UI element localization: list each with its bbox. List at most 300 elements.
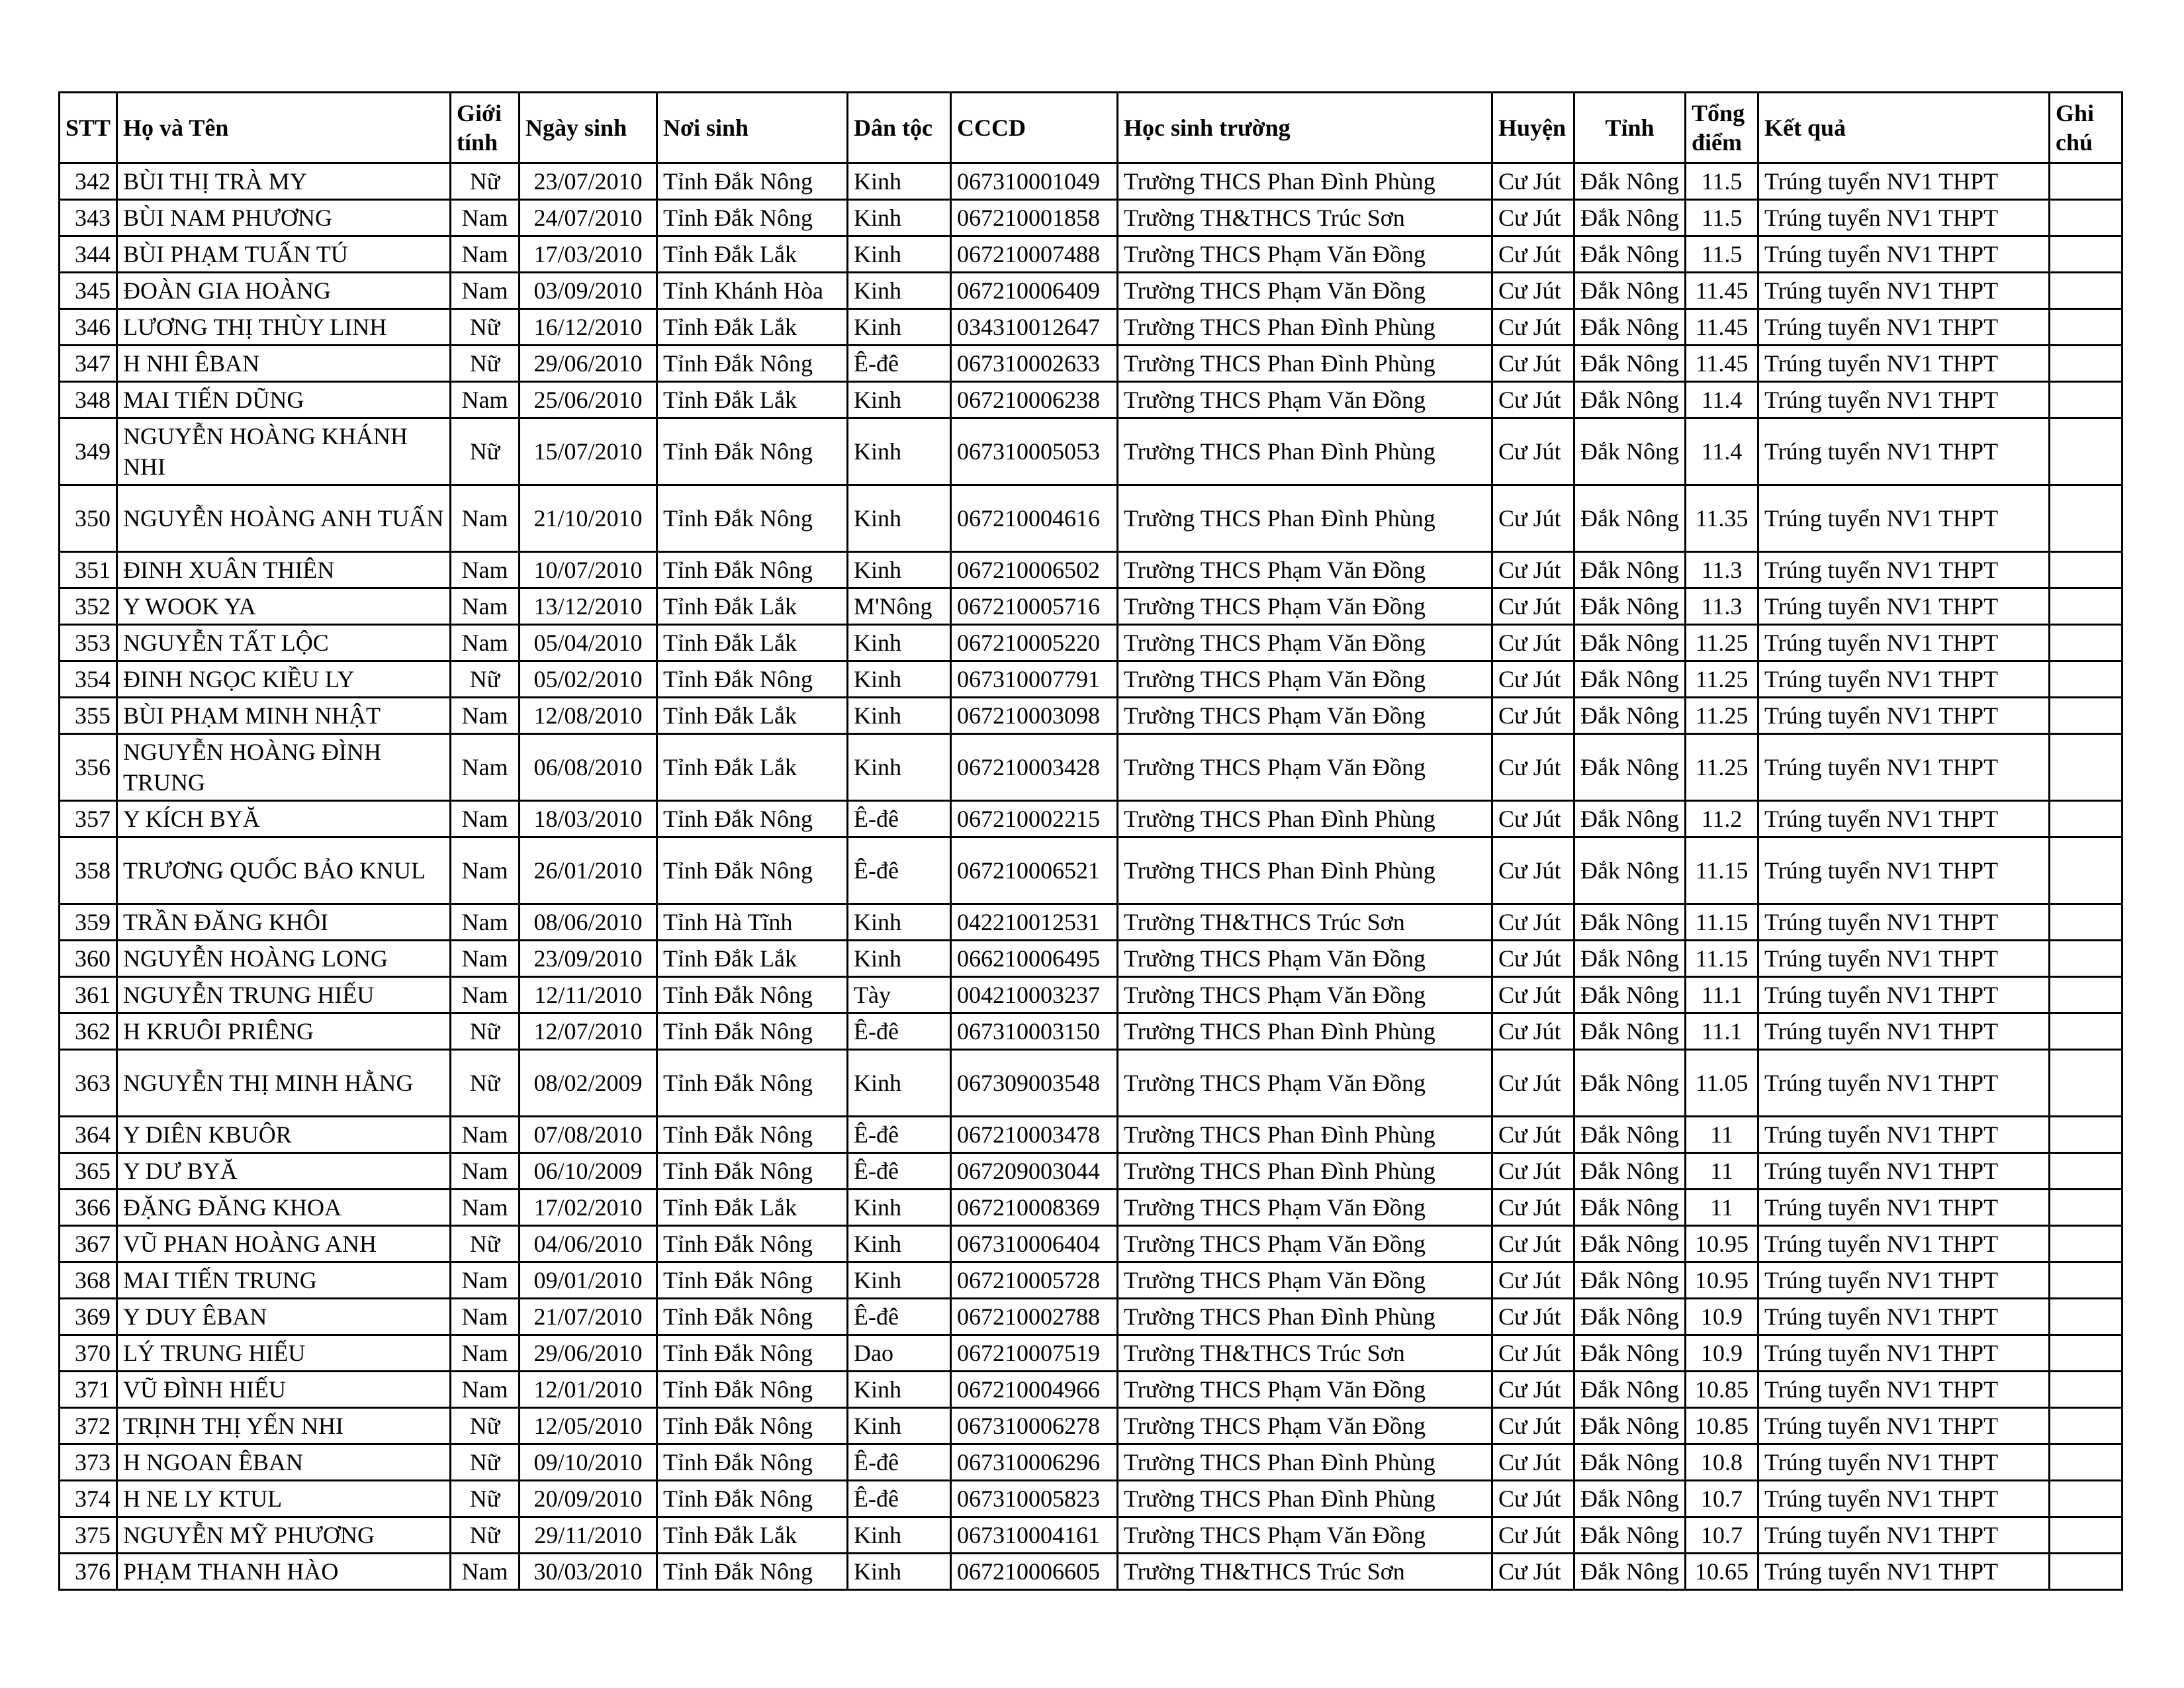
- school-cell: Trường THCS Phạm Văn Đồng: [1118, 661, 1492, 698]
- birthplace-cell: Tỉnh Đắk Lắk: [657, 1517, 848, 1554]
- province-cell: Đắk Nông: [1574, 1190, 1686, 1226]
- dob-cell: 08/02/2009: [520, 1050, 657, 1117]
- id-cell: 067309003548: [951, 1050, 1118, 1117]
- school-cell: Trường THCS Phan Đình Phùng: [1118, 1117, 1492, 1153]
- ethnicity-cell: Kinh: [848, 552, 951, 588]
- dob-cell: 29/11/2010: [520, 1517, 657, 1554]
- score-cell: 10.8: [1686, 1444, 1758, 1481]
- ethnicity-cell: Kinh: [848, 309, 951, 346]
- stt-cell: 351: [60, 552, 117, 588]
- district-cell: Cư Jút: [1492, 625, 1574, 661]
- score-cell: 11.45: [1686, 309, 1758, 346]
- stt-cell: 347: [60, 346, 117, 382]
- id-cell: 067210005728: [951, 1262, 1118, 1299]
- birthplace-cell: Tỉnh Đắk Lắk: [657, 941, 848, 977]
- province-cell: Đắk Nông: [1574, 346, 1686, 382]
- table-row: [60, 625, 2122, 661]
- id-cell: 067310006296: [951, 1444, 1118, 1481]
- id-cell: 067210008369: [951, 1190, 1118, 1226]
- table-row: [60, 837, 2122, 904]
- district-cell: Cư Jút: [1492, 485, 1574, 552]
- name-cell: VŨ PHAN HOÀNG ANH: [117, 1226, 451, 1262]
- school-cell: Trường THCS Phạm Văn Đồng: [1118, 552, 1492, 588]
- dob-cell: 09/10/2010: [520, 1444, 657, 1481]
- name-cell: H KRUÔI PRIÊNG: [117, 1013, 451, 1050]
- note-cell: [2050, 1262, 2122, 1299]
- result-cell: Trúng tuyển NV1 THPT: [1758, 552, 2050, 588]
- table-row: [60, 661, 2122, 698]
- district-cell: Cư Jút: [1492, 1408, 1574, 1444]
- province-cell: Đắk Nông: [1574, 382, 1686, 418]
- name-cell: PHẠM THANH HÀO: [117, 1554, 451, 1590]
- birthplace-cell: Tỉnh Đắk Nông: [657, 485, 848, 552]
- header-gender: Giới tính: [451, 93, 520, 164]
- province-cell: Đắk Nông: [1574, 1408, 1686, 1444]
- ethnicity-cell: Ê-đê: [848, 801, 951, 837]
- header-result: Kết quả: [1758, 93, 2050, 164]
- dob-cell: 24/07/2010: [520, 200, 657, 236]
- dob-cell: 06/10/2009: [520, 1153, 657, 1190]
- id-cell: 042210012531: [951, 904, 1118, 941]
- dob-cell: 10/07/2010: [520, 552, 657, 588]
- gender-cell: Nữ: [451, 1226, 520, 1262]
- ethnicity-cell: Kinh: [848, 273, 951, 309]
- ethnicity-cell: Kinh: [848, 941, 951, 977]
- gender-cell: Nữ: [451, 1013, 520, 1050]
- school-cell: Trường THCS Phạm Văn Đồng: [1118, 698, 1492, 734]
- table-row: [60, 1050, 2122, 1117]
- gender-cell: Nam: [451, 382, 520, 418]
- ethnicity-cell: Kinh: [848, 418, 951, 485]
- dob-cell: 16/12/2010: [520, 309, 657, 346]
- district-cell: Cư Jút: [1492, 309, 1574, 346]
- birthplace-cell: Tỉnh Đắk Nông: [657, 1117, 848, 1153]
- ethnicity-cell: Ê-đê: [848, 1153, 951, 1190]
- district-cell: Cư Jút: [1492, 273, 1574, 309]
- name-cell: MAI TIẾN TRUNG: [117, 1262, 451, 1299]
- name-cell: TRỊNH THỊ YẾN NHI: [117, 1408, 451, 1444]
- school-cell: Trường THCS Phan Đình Phùng: [1118, 1153, 1492, 1190]
- id-cell: 067210006605: [951, 1554, 1118, 1590]
- header-note: Ghi chú: [2050, 93, 2122, 164]
- school-cell: Trường THCS Phạm Văn Đồng: [1118, 588, 1492, 625]
- birthplace-cell: Tỉnh Đắk Lắk: [657, 382, 848, 418]
- dob-cell: 06/08/2010: [520, 734, 657, 801]
- birthplace-cell: Tỉnh Đắk Nông: [657, 977, 848, 1013]
- dob-cell: 26/01/2010: [520, 837, 657, 904]
- district-cell: Cư Jút: [1492, 1554, 1574, 1590]
- note-cell: [2050, 1117, 2122, 1153]
- school-cell: Trường THCS Phạm Văn Đồng: [1118, 382, 1492, 418]
- province-cell: Đắk Nông: [1574, 801, 1686, 837]
- stt-cell: 364: [60, 1117, 117, 1153]
- dob-cell: 07/08/2010: [520, 1117, 657, 1153]
- score-cell: 10.7: [1686, 1517, 1758, 1554]
- score-cell: 10.95: [1686, 1226, 1758, 1262]
- table-row: [60, 1013, 2122, 1050]
- result-cell: Trúng tuyển NV1 THPT: [1758, 588, 2050, 625]
- id-cell: 067210007519: [951, 1335, 1118, 1372]
- results-body: [60, 164, 2122, 1590]
- table-row: [60, 1554, 2122, 1590]
- dob-cell: 25/06/2010: [520, 382, 657, 418]
- score-cell: 10.65: [1686, 1554, 1758, 1590]
- name-cell: ĐINH NGỌC KIỀU LY: [117, 661, 451, 698]
- district-cell: Cư Jút: [1492, 1050, 1574, 1117]
- dob-cell: 18/03/2010: [520, 801, 657, 837]
- name-cell: H NHI ÊBAN: [117, 346, 451, 382]
- birthplace-cell: Tỉnh Đắk Lắk: [657, 309, 848, 346]
- gender-cell: Nam: [451, 1153, 520, 1190]
- district-cell: Cư Jút: [1492, 418, 1574, 485]
- birthplace-cell: Tỉnh Đắk Nông: [657, 1372, 848, 1408]
- province-cell: Đắk Nông: [1574, 200, 1686, 236]
- ethnicity-cell: Kinh: [848, 661, 951, 698]
- province-cell: Đắk Nông: [1574, 698, 1686, 734]
- score-cell: 11.25: [1686, 734, 1758, 801]
- gender-cell: Nam: [451, 588, 520, 625]
- gender-cell: Nam: [451, 552, 520, 588]
- birthplace-cell: Tỉnh Đắk Nông: [657, 837, 848, 904]
- id-cell: 067310005823: [951, 1481, 1118, 1517]
- score-cell: 11: [1686, 1190, 1758, 1226]
- score-cell: 11: [1686, 1117, 1758, 1153]
- dob-cell: 12/08/2010: [520, 698, 657, 734]
- score-cell: 11.5: [1686, 164, 1758, 200]
- result-cell: Trúng tuyển NV1 THPT: [1758, 273, 2050, 309]
- district-cell: Cư Jút: [1492, 588, 1574, 625]
- note-cell: [2050, 164, 2122, 200]
- gender-cell: Nữ: [451, 1517, 520, 1554]
- table-row: [60, 1517, 2122, 1554]
- school-cell: Trường THCS Phạm Văn Đồng: [1118, 625, 1492, 661]
- birthplace-cell: Tỉnh Đắk Nông: [657, 1444, 848, 1481]
- result-cell: Trúng tuyển NV1 THPT: [1758, 904, 2050, 941]
- name-cell: NGUYỄN HOÀNG ANH TUẤN: [117, 485, 451, 552]
- id-cell: 067210005716: [951, 588, 1118, 625]
- province-cell: Đắk Nông: [1574, 941, 1686, 977]
- ethnicity-cell: Ê-đê: [848, 1481, 951, 1517]
- table-row: [60, 1262, 2122, 1299]
- district-cell: Cư Jút: [1492, 1517, 1574, 1554]
- school-cell: Trường THCS Phạm Văn Đồng: [1118, 734, 1492, 801]
- district-cell: Cư Jút: [1492, 1153, 1574, 1190]
- id-cell: 067210003098: [951, 698, 1118, 734]
- dob-cell: 12/01/2010: [520, 1372, 657, 1408]
- header-row: [60, 93, 2122, 164]
- name-cell: TRƯƠNG QUỐC BẢO KNUL: [117, 837, 451, 904]
- dob-cell: 17/03/2010: [520, 236, 657, 273]
- dob-cell: 15/07/2010: [520, 418, 657, 485]
- result-cell: Trúng tuyển NV1 THPT: [1758, 837, 2050, 904]
- result-cell: Trúng tuyển NV1 THPT: [1758, 1408, 2050, 1444]
- district-cell: Cư Jút: [1492, 552, 1574, 588]
- birthplace-cell: Tỉnh Đắk Nông: [657, 801, 848, 837]
- district-cell: Cư Jút: [1492, 1444, 1574, 1481]
- ethnicity-cell: Tày: [848, 977, 951, 1013]
- table-row: [60, 1117, 2122, 1153]
- note-cell: [2050, 309, 2122, 346]
- note-cell: [2050, 1444, 2122, 1481]
- name-cell: NGUYỄN HOÀNG ĐÌNH TRUNG: [117, 734, 451, 801]
- score-cell: 10.9: [1686, 1335, 1758, 1372]
- dob-cell: 12/07/2010: [520, 1013, 657, 1050]
- school-cell: Trường THCS Phan Đình Phùng: [1118, 837, 1492, 904]
- score-cell: 11.1: [1686, 1013, 1758, 1050]
- score-cell: 11.2: [1686, 801, 1758, 837]
- gender-cell: Nam: [451, 1190, 520, 1226]
- name-cell: VŨ ĐÌNH HIẾU: [117, 1372, 451, 1408]
- stt-cell: 357: [60, 801, 117, 837]
- province-cell: Đắk Nông: [1574, 588, 1686, 625]
- name-cell: NGUYỄN TẤT LỘC: [117, 625, 451, 661]
- table-row: [60, 382, 2122, 418]
- id-cell: 067310003150: [951, 1013, 1118, 1050]
- id-cell: 067210006502: [951, 552, 1118, 588]
- ethnicity-cell: Kinh: [848, 1190, 951, 1226]
- birthplace-cell: Tỉnh Đắk Nông: [657, 346, 848, 382]
- id-cell: 067310006404: [951, 1226, 1118, 1262]
- birthplace-cell: Tỉnh Đắk Lắk: [657, 625, 848, 661]
- id-cell: 067310007791: [951, 661, 1118, 698]
- id-cell: 034310012647: [951, 309, 1118, 346]
- dob-cell: 23/09/2010: [520, 941, 657, 977]
- name-cell: BÙI NAM PHƯƠNG: [117, 200, 451, 236]
- id-cell: 067210003478: [951, 1117, 1118, 1153]
- result-cell: Trúng tuyển NV1 THPT: [1758, 418, 2050, 485]
- province-cell: Đắk Nông: [1574, 309, 1686, 346]
- stt-cell: 362: [60, 1013, 117, 1050]
- score-cell: 11.15: [1686, 837, 1758, 904]
- district-cell: Cư Jút: [1492, 200, 1574, 236]
- score-cell: 11.25: [1686, 661, 1758, 698]
- note-cell: [2050, 1335, 2122, 1372]
- school-cell: Trường THCS Phan Đình Phùng: [1118, 1013, 1492, 1050]
- dob-cell: 12/11/2010: [520, 977, 657, 1013]
- gender-cell: Nam: [451, 1299, 520, 1335]
- id-cell: 067310004161: [951, 1517, 1118, 1554]
- stt-cell: 375: [60, 1517, 117, 1554]
- note-cell: [2050, 485, 2122, 552]
- district-cell: Cư Jút: [1492, 801, 1574, 837]
- birthplace-cell: Tỉnh Đắk Lắk: [657, 588, 848, 625]
- note-cell: [2050, 734, 2122, 801]
- school-cell: Trường THCS Phạm Văn Đồng: [1118, 1226, 1492, 1262]
- gender-cell: Nữ: [451, 661, 520, 698]
- ethnicity-cell: Kinh: [848, 382, 951, 418]
- score-cell: 11: [1686, 1153, 1758, 1190]
- id-cell: 067310006278: [951, 1408, 1118, 1444]
- result-cell: Trúng tuyển NV1 THPT: [1758, 698, 2050, 734]
- ethnicity-cell: Ê-đê: [848, 1117, 951, 1153]
- stt-cell: 363: [60, 1050, 117, 1117]
- name-cell: Y WOOK YA: [117, 588, 451, 625]
- stt-cell: 371: [60, 1372, 117, 1408]
- name-cell: NGUYỄN THỊ MINH HẰNG: [117, 1050, 451, 1117]
- province-cell: Đắk Nông: [1574, 1517, 1686, 1554]
- table-row: [60, 309, 2122, 346]
- header-dob: Ngày sinh: [520, 93, 657, 164]
- school-cell: Trường THCS Phan Đình Phùng: [1118, 1299, 1492, 1335]
- stt-cell: 376: [60, 1554, 117, 1590]
- id-cell: 067210002788: [951, 1299, 1118, 1335]
- result-cell: Trúng tuyển NV1 THPT: [1758, 382, 2050, 418]
- school-cell: Trường THCS Phan Đình Phùng: [1118, 164, 1492, 200]
- birthplace-cell: Tỉnh Đắk Nông: [657, 1153, 848, 1190]
- note-cell: [2050, 382, 2122, 418]
- dob-cell: 13/12/2010: [520, 588, 657, 625]
- school-cell: Trường TH&THCS Trúc Sơn: [1118, 1554, 1492, 1590]
- table-row: [60, 485, 2122, 552]
- score-cell: 11.3: [1686, 552, 1758, 588]
- district-cell: Cư Jút: [1492, 1262, 1574, 1299]
- score-cell: 11.25: [1686, 625, 1758, 661]
- result-cell: Trúng tuyển NV1 THPT: [1758, 1190, 2050, 1226]
- birthplace-cell: Tỉnh Đắk Nông: [657, 1408, 848, 1444]
- province-cell: Đắk Nông: [1574, 625, 1686, 661]
- id-cell: 067310005053: [951, 418, 1118, 485]
- name-cell: ĐINH XUÂN THIÊN: [117, 552, 451, 588]
- stt-cell: 368: [60, 1262, 117, 1299]
- name-cell: H NGOAN ÊBAN: [117, 1444, 451, 1481]
- note-cell: [2050, 1050, 2122, 1117]
- note-cell: [2050, 1153, 2122, 1190]
- school-cell: Trường THCS Phan Đình Phùng: [1118, 1481, 1492, 1517]
- province-cell: Đắk Nông: [1574, 485, 1686, 552]
- header-stt: STT: [60, 93, 117, 164]
- gender-cell: Nam: [451, 904, 520, 941]
- score-cell: 11.25: [1686, 698, 1758, 734]
- district-cell: Cư Jút: [1492, 1190, 1574, 1226]
- gender-cell: Nữ: [451, 346, 520, 382]
- ethnicity-cell: Ê-đê: [848, 1444, 951, 1481]
- school-cell: Trường THCS Phạm Văn Đồng: [1118, 1517, 1492, 1554]
- school-cell: Trường THCS Phạm Văn Đồng: [1118, 1190, 1492, 1226]
- province-cell: Đắk Nông: [1574, 904, 1686, 941]
- score-cell: 11.1: [1686, 977, 1758, 1013]
- ethnicity-cell: Kinh: [848, 485, 951, 552]
- result-cell: Trúng tuyển NV1 THPT: [1758, 1226, 2050, 1262]
- name-cell: NGUYỄN HOÀNG KHÁNH NHI: [117, 418, 451, 485]
- score-cell: 11.15: [1686, 941, 1758, 977]
- header-school: Học sinh trường: [1118, 93, 1492, 164]
- note-cell: [2050, 346, 2122, 382]
- score-cell: 11.15: [1686, 904, 1758, 941]
- province-cell: Đắk Nông: [1574, 164, 1686, 200]
- note-cell: [2050, 1013, 2122, 1050]
- district-cell: Cư Jút: [1492, 698, 1574, 734]
- province-cell: Đắk Nông: [1574, 661, 1686, 698]
- table-row: [60, 1153, 2122, 1190]
- note-cell: [2050, 661, 2122, 698]
- id-cell: 067310002633: [951, 346, 1118, 382]
- ethnicity-cell: Kinh: [848, 904, 951, 941]
- district-cell: Cư Jút: [1492, 236, 1574, 273]
- ethnicity-cell: Kinh: [848, 1517, 951, 1554]
- ethnicity-cell: Kinh: [848, 1262, 951, 1299]
- table-row: [60, 1444, 2122, 1481]
- note-cell: [2050, 904, 2122, 941]
- table-row: [60, 200, 2122, 236]
- gender-cell: Nam: [451, 734, 520, 801]
- result-cell: Trúng tuyển NV1 THPT: [1758, 1444, 2050, 1481]
- result-cell: Trúng tuyển NV1 THPT: [1758, 485, 2050, 552]
- name-cell: NGUYỄN MỸ PHƯƠNG: [117, 1517, 451, 1554]
- stt-cell: 373: [60, 1444, 117, 1481]
- name-cell: H NE LY KTUL: [117, 1481, 451, 1517]
- table-row: [60, 1335, 2122, 1372]
- dob-cell: 03/09/2010: [520, 273, 657, 309]
- score-cell: 11.5: [1686, 236, 1758, 273]
- table-row: [60, 1299, 2122, 1335]
- school-cell: Trường THCS Phan Đình Phùng: [1118, 418, 1492, 485]
- province-cell: Đắk Nông: [1574, 837, 1686, 904]
- stt-cell: 352: [60, 588, 117, 625]
- dob-cell: 09/01/2010: [520, 1262, 657, 1299]
- name-cell: Y KÍCH BYĂ: [117, 801, 451, 837]
- table-row: [60, 164, 2122, 200]
- result-cell: Trúng tuyển NV1 THPT: [1758, 1262, 2050, 1299]
- note-cell: [2050, 1554, 2122, 1590]
- ethnicity-cell: Kinh: [848, 236, 951, 273]
- province-cell: Đắk Nông: [1574, 1013, 1686, 1050]
- school-cell: Trường TH&THCS Trúc Sơn: [1118, 200, 1492, 236]
- stt-cell: 343: [60, 200, 117, 236]
- table-row: [60, 734, 2122, 801]
- note-cell: [2050, 1481, 2122, 1517]
- name-cell: Y DUY ÊBAN: [117, 1299, 451, 1335]
- id-cell: 067210006521: [951, 837, 1118, 904]
- note-cell: [2050, 837, 2122, 904]
- result-cell: Trúng tuyển NV1 THPT: [1758, 734, 2050, 801]
- dob-cell: 12/05/2010: [520, 1408, 657, 1444]
- score-cell: 11.4: [1686, 418, 1758, 485]
- table-row: [60, 904, 2122, 941]
- dob-cell: 05/02/2010: [520, 661, 657, 698]
- school-cell: Trường THCS Phạm Văn Đồng: [1118, 1262, 1492, 1299]
- gender-cell: Nam: [451, 625, 520, 661]
- dob-cell: 29/06/2010: [520, 346, 657, 382]
- result-cell: Trúng tuyển NV1 THPT: [1758, 236, 2050, 273]
- province-cell: Đắk Nông: [1574, 236, 1686, 273]
- district-cell: Cư Jút: [1492, 734, 1574, 801]
- district-cell: Cư Jút: [1492, 941, 1574, 977]
- id-cell: 067210003428: [951, 734, 1118, 801]
- province-cell: Đắk Nông: [1574, 1117, 1686, 1153]
- birthplace-cell: Tỉnh Đắk Nông: [657, 1481, 848, 1517]
- header-name: Họ và Tên: [117, 93, 451, 164]
- gender-cell: Nữ: [451, 1050, 520, 1117]
- note-cell: [2050, 1517, 2122, 1554]
- score-cell: 10.95: [1686, 1262, 1758, 1299]
- ethnicity-cell: Kinh: [848, 1050, 951, 1117]
- school-cell: Trường THCS Phan Đình Phùng: [1118, 801, 1492, 837]
- note-cell: [2050, 625, 2122, 661]
- school-cell: Trường THCS Phạm Văn Đồng: [1118, 1050, 1492, 1117]
- gender-cell: Nam: [451, 941, 520, 977]
- birthplace-cell: Tỉnh Khánh Hòa: [657, 273, 848, 309]
- stt-cell: 367: [60, 1226, 117, 1262]
- id-cell: 066210006495: [951, 941, 1118, 977]
- province-cell: Đắk Nông: [1574, 1226, 1686, 1262]
- result-cell: Trúng tuyển NV1 THPT: [1758, 1013, 2050, 1050]
- district-cell: Cư Jút: [1492, 1117, 1574, 1153]
- name-cell: NGUYỄN TRUNG HIẾU: [117, 977, 451, 1013]
- gender-cell: Nữ: [451, 1481, 520, 1517]
- district-cell: Cư Jút: [1492, 1372, 1574, 1408]
- admission-results-table: [58, 91, 2123, 1591]
- gender-cell: Nữ: [451, 1408, 520, 1444]
